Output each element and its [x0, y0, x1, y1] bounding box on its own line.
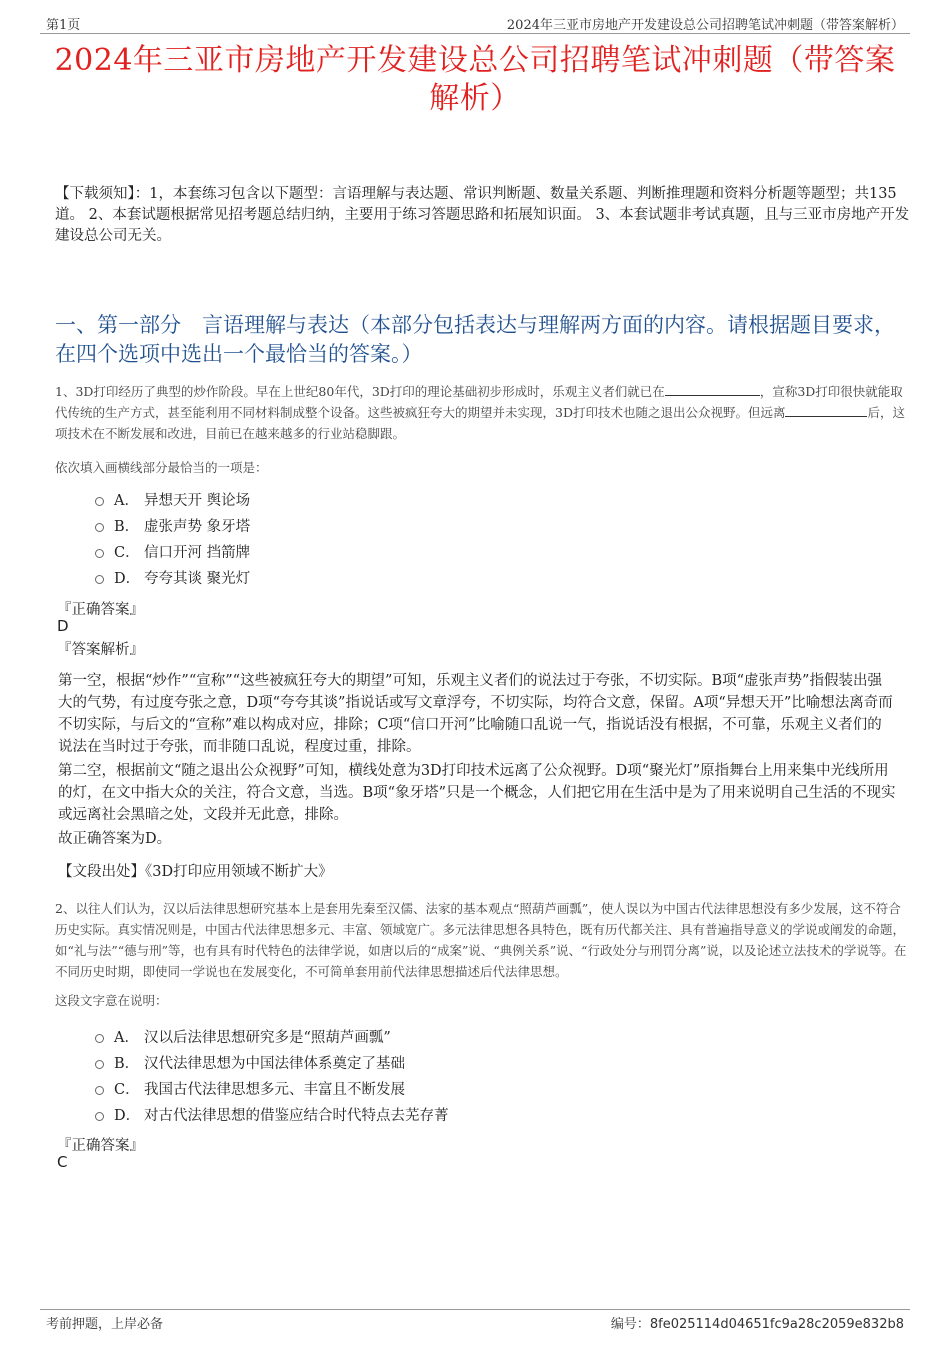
- radio-icon[interactable]: [95, 575, 104, 584]
- option-text: 异想天开 舆论场: [144, 493, 251, 509]
- question-2-option-c[interactable]: [95, 1081, 405, 1099]
- correct-answer: D: [57, 617, 69, 635]
- option-letter: A．: [114, 1030, 139, 1046]
- option-letter: C．: [114, 545, 140, 561]
- question-1-text-part-c: 后，这项技术在不断发展和改进，目前已在越来越多的行业站稳脚跟。: [55, 405, 905, 441]
- option-text: 对古代法律思想的借鉴应结合时代特点去芜存菁: [144, 1108, 449, 1124]
- download-notice: 【下载须知】：1，本套练习包含以下题型：言语理解与表达题、常识判断题、数量关系题、判断推理题和资料分析题等题型；共135道。 2、本套试题根据常见招考题总结归纳，主要用于练习答题思路和拓展知识面。 3、本套试题非考试真题，且与三亚市房地产开发建设总公司无关。: [55, 186, 910, 244]
- question-2-lead: 这段文字意在说明：: [55, 993, 168, 1008]
- question-1-lead: 依次填入画横线部分最恰当的一项是：: [55, 460, 268, 475]
- option-text: 我国古代法律思想多元、丰富且不断发展: [144, 1082, 405, 1098]
- analysis-paragraph-2: 第二空，根据前文“随之退出公众视野”可知，横线处意为3D打印技术远离了公众视野。D项“聚光灯”原指舞台上用来集中光线所用的灯，在文中指大众的关注，符合文意，当选。B项“象牙塔”只是一个概念，人们把它用在生活中是为了用来说明自己生活的不现实或远离社会黑暗之处，文段并无此意，排除。: [58, 763, 896, 823]
- option-letter: C．: [114, 1082, 140, 1098]
- option-text: 夸夸其谈 聚光灯: [144, 571, 251, 587]
- question-1-option-d[interactable]: [95, 570, 250, 588]
- option-text: 汉以后法律思想研究多是“照葫芦画瓢”: [144, 1030, 391, 1046]
- option-letter: A．: [114, 493, 139, 509]
- analysis-label: 『答案解析』: [57, 642, 144, 658]
- section-heading: 一、第一部分 言语理解与表达（本部分包括表达与理解两方面的内容。请根据题目要求，在四个选项中选出一个最恰当的答案。）: [55, 313, 895, 366]
- question-1-text-part-b: ，宣称3D打印很快就能取代传统的生产方式，甚至能利用不同材料制成整个设备。这些被疯狂夸大的期望并未实现，3D打印技术也随之退出公众视野。但远离: [55, 384, 903, 420]
- page-number: 第1页: [46, 18, 81, 33]
- footer-code: [611, 1313, 904, 1332]
- passage-source: 【文段出处】《3D打印应用领域不断扩大》: [58, 864, 333, 880]
- question-2-option-d[interactable]: [95, 1107, 449, 1125]
- footer-divider: [40, 1309, 910, 1310]
- radio-icon[interactable]: [95, 523, 104, 532]
- analysis-conclusion: 故正确答案为D。: [58, 831, 172, 847]
- question-2-text: 2、以往人们认为，汉以后法律思想研究基本上是套用先秦至汉儒、法家的基本观点“照葫芦画瓢”，使人误以为中国古代法律思想没有多少发展，这不符合历史实际。真实情况则是，中国古代法律思想多元、丰富、领域宽广。多元法律思想各具特色，既有历代都关注、具有普遍指导意义的学说或阐发的命题，如“礼与法”“德与刑”等，也有具有时代特色的法律学说，如唐以后的“成案”说、“典例关系”说、“行政处分与刑罚分离”说，以及论述立法技术的学说等。在不同历史时期，即使同一学说也在发展变化，不可简单套用前代法律思想描述后代法律思想。: [55, 901, 907, 979]
- footer-code-label: 编号：: [610, 1317, 650, 1332]
- option-letter: B．: [114, 519, 140, 535]
- page-title: 2024年三亚市房地产开发建设总公司招聘笔试冲刺题（带答案解析）: [54, 43, 896, 116]
- footer-slogan: 考前押题，上岸必备: [46, 1317, 164, 1332]
- option-letter: D．: [114, 1108, 141, 1124]
- radio-icon[interactable]: [95, 1112, 104, 1121]
- fill-blank-1: [665, 383, 760, 396]
- fill-blank-2: [785, 404, 867, 417]
- correct-answer: C: [57, 1153, 68, 1171]
- question-1-text-part-a: 1、3D打印经历了典型的炒作阶段。早在上世纪80年代，3D打印的理论基础初步形成时，乐观主义者们就已在: [55, 384, 665, 399]
- correct-answer-label: 『正确答案』: [57, 602, 144, 618]
- question-2-option-b[interactable]: [95, 1055, 405, 1073]
- question-1-option-b[interactable]: [95, 518, 250, 536]
- option-text: 虚张声势 象牙塔: [144, 519, 251, 535]
- question-2-option-a[interactable]: [95, 1029, 391, 1047]
- radio-icon[interactable]: [95, 497, 104, 506]
- radio-icon[interactable]: [95, 549, 104, 558]
- radio-icon[interactable]: [95, 1060, 104, 1069]
- radio-icon[interactable]: [95, 1086, 104, 1095]
- option-letter: B．: [114, 1056, 140, 1072]
- option-text: 信口开河 挡箭牌: [144, 545, 251, 561]
- header-doc-title: 2024年三亚市房地产开发建设总公司招聘笔试冲刺题（带答案解析）: [506, 18, 904, 33]
- footer-code-value: 8fe025114d04651fc9a28c2059e832b8: [649, 1317, 904, 1332]
- option-text: 汉代法律思想为中国法律体系奠定了基础: [144, 1056, 405, 1072]
- header-divider: [40, 33, 910, 34]
- correct-answer-label: 『正确答案』: [57, 1138, 144, 1154]
- question-1-option-c[interactable]: [95, 544, 250, 562]
- analysis-paragraph-1: 第一空，根据“炒作”“宣称”“这些被疯狂夸大的期望”可知，乐观主义者们的说法过于夸张，不切实际。B项“虚张声势”指假装出强大的气势，有过度夸张之意，D项“夸夸其谈”指说话或写文章浮夸，不切实际，均符合文意，保留。A项“异想天开”比喻想法离奇而不切实际，与后文的“宣称”难以构成对应，排除；C项“信口开河”比喻随口乱说一气，指说话没有根据，不可靠，乐观主义者们的说法在当时过于夸张，而非随口乱说，程度过重，排除。: [58, 673, 893, 755]
- question-1-text: [55, 381, 910, 444]
- radio-icon[interactable]: [95, 1034, 104, 1043]
- question-1-option-a[interactable]: [95, 492, 250, 510]
- option-letter: D．: [114, 571, 141, 587]
